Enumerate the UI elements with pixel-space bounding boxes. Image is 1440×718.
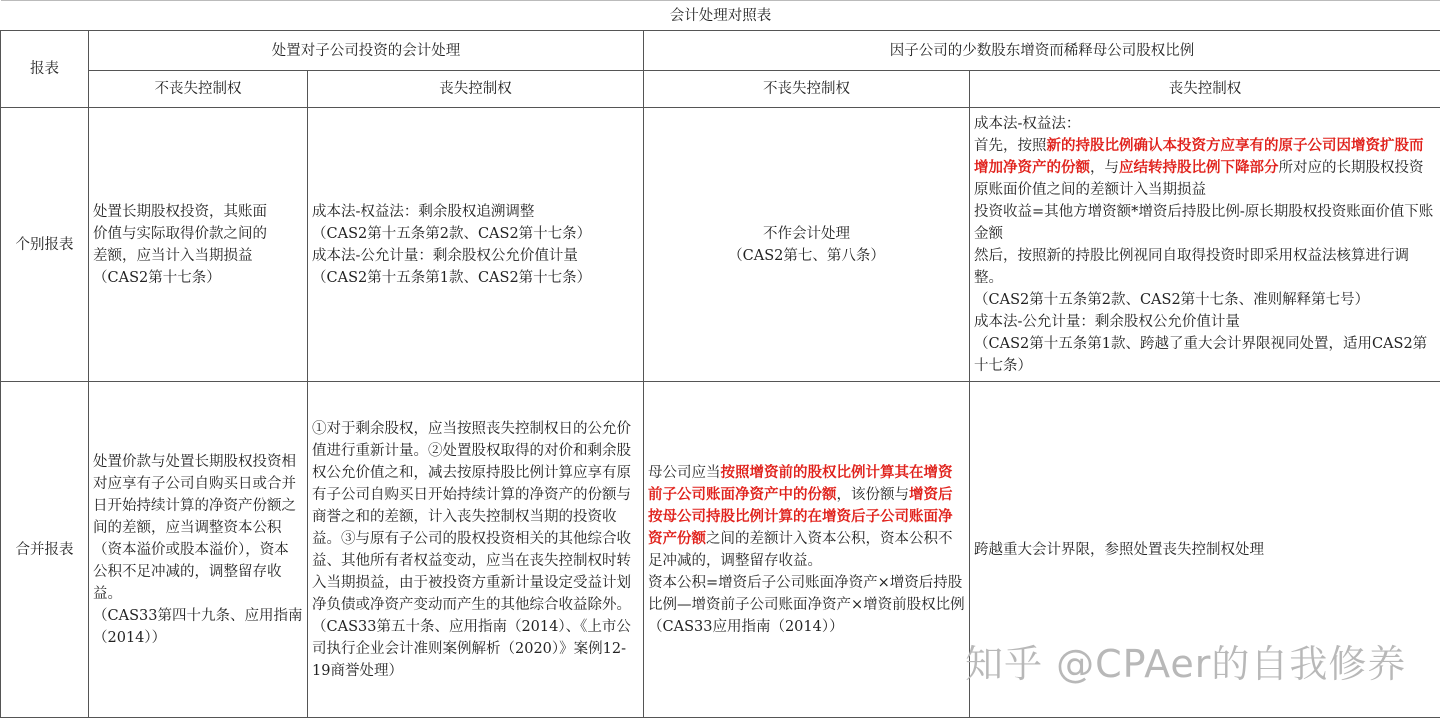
cell-line: （CAS2第七、第八条） (728, 247, 885, 264)
cell-reference: （CAS33第五十条、应用指南（2014）、《上市公司执行企业会计准则案例解析（2020）》案例12-19商誉处理） (312, 618, 631, 679)
cell-separate-disposal-lose (308, 108, 644, 382)
row-label-separate: 个别报表 (1, 108, 89, 382)
text-segment: 投资收益=其他方增资额*增资后持股比例-原长期股权投资账面价值下账金额 (974, 203, 1434, 242)
highlighted-text: 应结转持股比例下降部分 (1119, 158, 1279, 176)
text-segment: ，该份额与 (836, 486, 909, 503)
text-segment: 首先，按照 (974, 137, 1047, 154)
text-segment: ，与 (1090, 159, 1119, 176)
text-segment: 母公司应当 (648, 464, 721, 481)
group-header-dilution: 因子公司的少数股东增资而稀释母公司股权比例 (644, 31, 1440, 71)
sub-header-disposal-retain-control: 不丧失控制权 (89, 71, 308, 108)
cell-reference: （CAS33第四十九条、应用指南（2014）） (93, 607, 303, 646)
table-row-separate-statements (1, 108, 1440, 382)
text-segment: 之间的差额计入资本公积，资本公积不足冲减的，调整留存收益。 (648, 530, 953, 569)
text-segment: 所对应的长期股权投资原账面价值之间的差额计入当期损益 (974, 159, 1424, 198)
watermark: 知乎 @CPAer的自我修养 (965, 642, 1407, 686)
cell-line: （CAS2第十七条） (93, 269, 221, 286)
row-header-label: 报表 (1, 31, 89, 108)
highlighted-text: 新的持股比例确认本投资方应享有的原子公司因增资扩股而增加净资产的份额 (974, 136, 1424, 176)
cell-body: 跨越重大会计界限，参照处置丧失控制权处理 (974, 541, 1264, 558)
cell-consolidated-disposal-retain (89, 382, 308, 718)
cell-line: 价值与实际取得价款之间的 (93, 225, 267, 242)
sub-header-dilution-lose-control: 丧失控制权 (970, 71, 1440, 108)
text-segment: 资本公积=增资后子公司账面净资产×增资后持股比例—增资前子公司账面净资产×增资前股权比例 (648, 574, 965, 613)
cell-line: （CAS2第十五条第1款、CAS2第十七条） (312, 269, 592, 286)
text-segment: （CAS33应用指南（2014）） (648, 618, 844, 635)
cell-line: （CAS2第十五条第2款、CAS2第十七条） (312, 225, 592, 242)
cell-separate-disposal-retain (89, 108, 308, 382)
cell-separate-dilution-lose (970, 108, 1440, 382)
cell-line: 成本法-公允计量：剩余股权公允价值计量 (312, 247, 578, 264)
text-segment: 成本法-公允计量：剩余股权公允价值计量 (974, 313, 1240, 330)
cell-line: 不作会计处理 (763, 225, 850, 242)
cell-separate-dilution-retain (644, 108, 970, 382)
cell-consolidated-disposal-lose (308, 382, 644, 718)
group-header-disposal: 处置对子公司投资的会计处理 (89, 31, 644, 71)
row-label-consolidated: 合并报表 (1, 382, 89, 718)
text-segment: 成本法-权益法： (974, 115, 1081, 132)
text-segment: （CAS2第十五条第2款、CAS2第十七条、准则解释第七号） (974, 291, 1370, 308)
text-segment: （CAS2第十五条第1款、跨越了重大会计界限视同处置，适用CAS2第十七条） (974, 335, 1428, 374)
cell-line: 处置长期股权投资，其账面 (93, 203, 267, 220)
cell-line: 成本法-权益法：剩余股权追溯调整 (312, 203, 535, 220)
text-segment: 然后，按照新的持股比例视同自取得投资时即采用权益法核算进行调整。 (974, 247, 1409, 286)
table-title: 会计处理对照表 (1, 1, 1440, 31)
highlighted-text: 按照增资前的股权比例计算其在增资前子公司账面净资产中的份额 (648, 463, 953, 503)
highlighted-text: 增资后按母公司持股比例计算的在增资后子公司账面净资产份额 (648, 485, 953, 547)
cell-body: ①对于剩余股权，应当按照丧失控制权日的公允价值进行重新计量。②处置股权取得的对价和剩余股权公允价值之和，减去按原持股比例计算应享有原有子公司自购买日开始持续计算的净资产的份额与商誉之和的差额，计入丧失控制权当期的投资收益。③与原有子公司的股权投资相关的其他综合收益、其他所有者权益变动，应当在丧失控制权时转入当期损益，由于被投资方重新计量设定受益计划净负债或净资产变动而产生的其他综合收益除外。 (312, 420, 631, 613)
sub-header-disposal-lose-control: 丧失控制权 (308, 71, 644, 108)
segmented-text (974, 113, 1436, 377)
sub-header-dilution-retain-control: 不丧失控制权 (644, 71, 970, 108)
cell-consolidated-dilution-retain (644, 382, 970, 718)
segmented-text (648, 462, 965, 638)
cell-body: 处置价款与处置长期股权投资相对应享有子公司自购买日或合并日开始持续计算的净资产份额之间的差额，应当调整资本公积（资本溢价或股本溢价），资本公积不足冲减的，调整留存收益。 (93, 453, 296, 602)
cell-line: 差额，应当计入当期损益 (93, 247, 253, 264)
